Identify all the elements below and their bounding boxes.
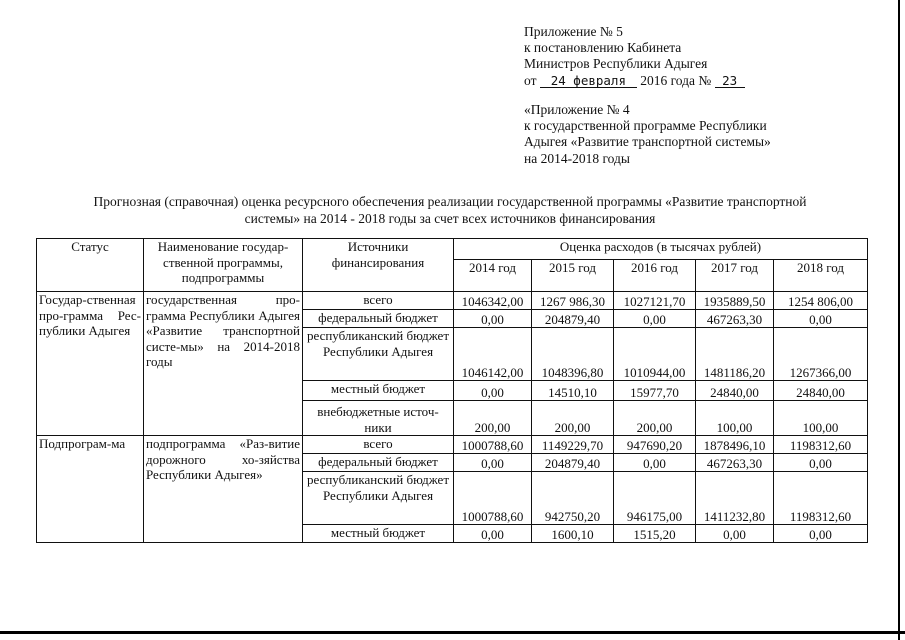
title-line-2: системы» на 2014 - 2018 годы за счет всех источников финансирования [244,210,656,226]
value-cell: 1267 986,30 [532,292,614,310]
document-title [30,194,870,227]
value-cell: 1048396,80 [532,328,614,381]
value-cell: 1878496,10 [696,436,774,454]
table-row [37,436,868,454]
source-cell: республиканский бюджет Республики Адыгея [303,472,454,525]
value-cell: 1600,10 [532,525,614,543]
title-line-1: Прогнозная (справочная) оценка ресурсного обеспечения реализации государственной программы «Развитие транспортной [93,194,807,209]
value-cell: 1000788,60 [454,436,532,454]
header-year: 2018 год [774,260,868,292]
header-year: 2014 год [454,260,532,292]
header-funding-sources: Источники финансирования [303,239,454,292]
value-cell: 0,00 [774,310,868,328]
value-cell: 1010944,00 [614,328,696,381]
from-prefix: от [524,72,537,88]
value-cell: 1198312,60 [774,436,868,454]
appendix-line-3: Министров Республики Адыгея [524,56,708,72]
year-text: 2016 года № [640,72,712,88]
value-cell: 942750,20 [532,472,614,525]
appendix-line-1: Приложение № 5 [524,24,623,39]
group-status-cell: Подпрограм-ма [37,436,144,543]
value-cell: 0,00 [454,310,532,328]
value-cell: 200,00 [532,401,614,436]
value-cell: 200,00 [614,401,696,436]
value-cell: 100,00 [696,401,774,436]
value-cell: 0,00 [696,525,774,543]
value-cell: 0,00 [454,381,532,401]
quoted-appendix-line-2: к государственной программе Республики [524,118,767,134]
value-cell: 1198312,60 [774,472,868,525]
value-cell: 0,00 [454,454,532,472]
value-cell: 100,00 [774,401,868,436]
value-cell: 0,00 [614,310,696,328]
group-status-cell: Государ-ственная про-грамма Рес-публики Адыгея [37,292,144,436]
value-cell: 1149229,70 [532,436,614,454]
value-cell: 24840,00 [696,381,774,401]
group-name-cell: государственная про-грамма Республики Адыгея «Развитие транспортной систе-мы» на 2014-2018 годы [144,292,303,436]
source-cell: всего [303,436,454,454]
value-cell: 947690,20 [614,436,696,454]
source-cell: республиканский бюджет Республики Адыгея [303,328,454,381]
value-cell: 0,00 [774,454,868,472]
value-cell: 946175,00 [614,472,696,525]
header-status: Статус [37,239,144,292]
handwritten-date: 24 февраля [540,74,637,88]
appendix-date-line [524,73,854,89]
value-cell: 204879,40 [532,454,614,472]
header-expense-estimate: Оценка расходов (в тысячах рублей) [454,239,868,260]
value-cell: 467263,30 [696,454,774,472]
value-cell: 1411232,80 [696,472,774,525]
header-year: 2017 год [696,260,774,292]
table-row [37,292,868,310]
source-cell: федеральный бюджет [303,310,454,328]
source-cell: местный бюджет [303,525,454,543]
scan-edge-right [898,0,900,640]
header-program-name: Наименование государ-ственной программы, подпрограммы [144,239,303,292]
value-cell: 1000788,60 [454,472,532,525]
value-cell: 1935889,50 [696,292,774,310]
value-cell: 1046142,00 [454,328,532,381]
value-cell: 200,00 [454,401,532,436]
value-cell: 14510,10 [532,381,614,401]
source-cell: федеральный бюджет [303,454,454,472]
appendix-line-2: к постановлению Кабинета [524,40,682,56]
quoted-appendix-header [524,102,864,167]
value-cell: 15977,70 [614,381,696,401]
funding-table [36,238,868,543]
handwritten-number: 23 [715,74,745,88]
scan-edge-bottom [0,631,905,634]
value-cell: 204879,40 [532,310,614,328]
quoted-appendix-line-1: «Приложение № 4 [524,102,630,117]
quoted-appendix-line-3: Адыгея «Развитие транспортной системы» [524,134,771,150]
appendix-header [524,24,854,89]
value-cell: 24840,00 [774,381,868,401]
value-cell: 1481186,20 [696,328,774,381]
value-cell: 1027121,70 [614,292,696,310]
group-name-cell: подпрограмма «Раз-витие дорожного хо-зяйства Республики Адыгея» [144,436,303,543]
value-cell: 0,00 [454,525,532,543]
header-year: 2016 год [614,260,696,292]
header-row [37,239,868,260]
value-cell: 0,00 [774,525,868,543]
quoted-appendix-line-4: на 2014-2018 годы [524,150,630,166]
source-cell: местный бюджет [303,381,454,401]
value-cell: 467263,30 [696,310,774,328]
value-cell: 1254 806,00 [774,292,868,310]
value-cell: 1267366,00 [774,328,868,381]
source-cell: внебюджетные источ-ники [303,401,454,436]
source-cell: всего [303,292,454,310]
header-year: 2015 год [532,260,614,292]
value-cell: 1515,20 [614,525,696,543]
value-cell: 0,00 [614,454,696,472]
value-cell: 1046342,00 [454,292,532,310]
